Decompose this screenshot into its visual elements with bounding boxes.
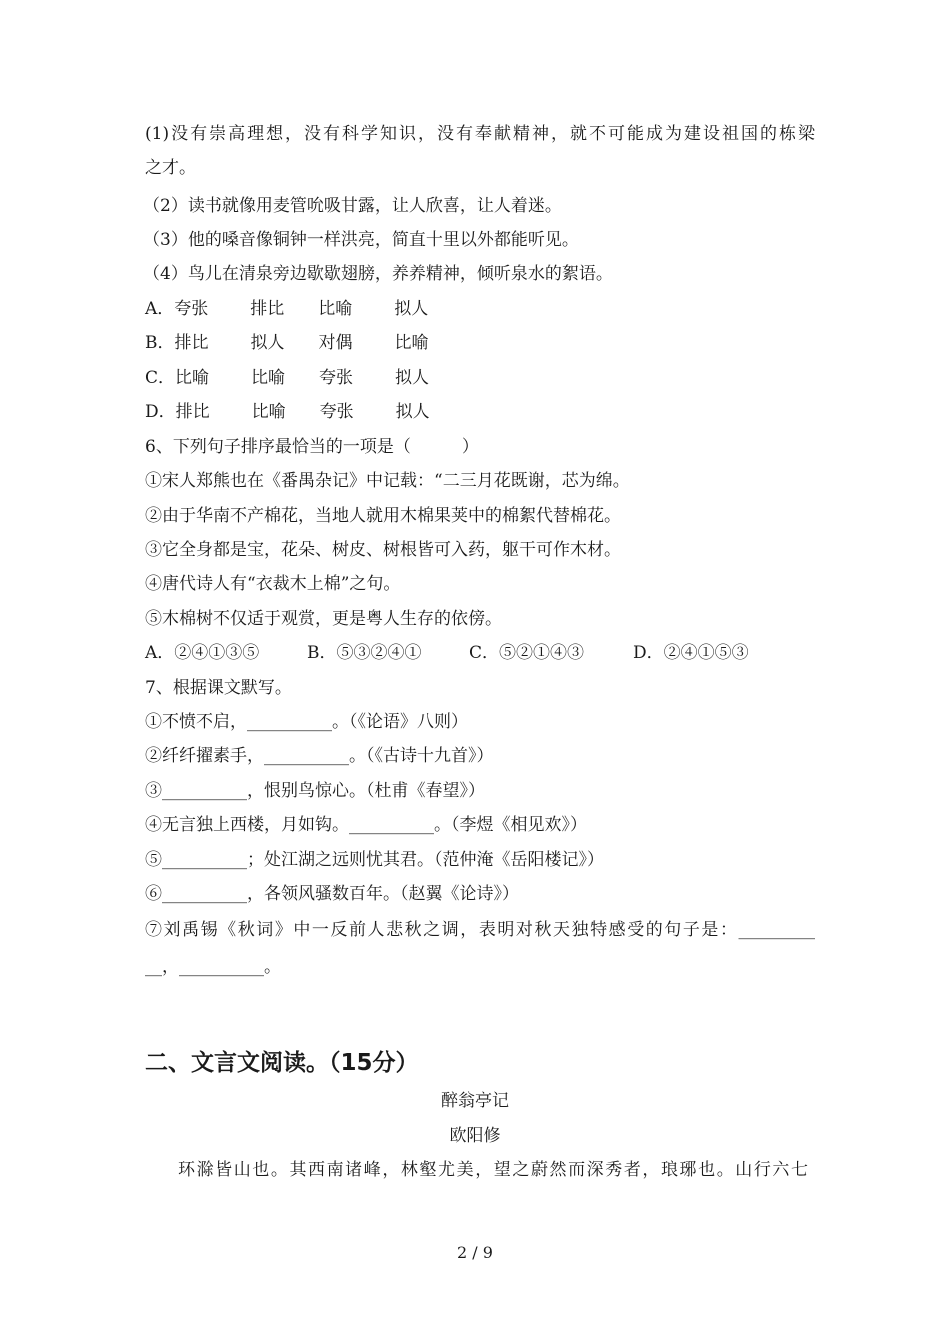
q6-option-d[interactable]: D．②④①⑤③ xyxy=(633,643,749,663)
passage-title: 醉翁亭记 xyxy=(441,1091,509,1111)
q7-item-6: ⑥__________，各领风骚数百年。（赵翼《论诗》） xyxy=(145,884,519,904)
passage-author: 欧阳修 xyxy=(449,1126,501,1146)
q6-sentence-3: ③它全身都是宝，花朵、树皮、树根皆可入药，躯干可作木材。 xyxy=(145,540,621,560)
q6-sentence-1: ①宋人郑熊也在《番禺杂记》中记载：“二三月花既谢，芯为绵。 xyxy=(145,471,630,491)
q6-sentence-5: ⑤木棉树不仅适于观赏，更是粤人生存的依傍。 xyxy=(145,609,502,629)
q7-item-3: ③__________，恨别鸟惊心。（杜甫《春望》） xyxy=(145,781,485,801)
q5-sentence-4: （4）鸟儿在清泉旁边歇歇翅膀，养养精神，倾听泉水的絮语。 xyxy=(143,264,613,284)
q5-option-a[interactable]: A．夸张 排比 比喻 拟人 xyxy=(145,299,429,319)
q7-item-5: ⑤__________；处江湖之远则忧其君。（范仲淹《岳阳楼记》） xyxy=(145,850,604,870)
q5-sentence-1-cont: 之才。 xyxy=(145,158,196,178)
q5-option-c[interactable]: C．比喻 比喻 夸张 拟人 xyxy=(145,368,430,388)
q7-item-2: ②纤纤擢素手，__________。（《古诗十九首》） xyxy=(145,746,494,766)
q6-option-c[interactable]: C．⑤②①④③ xyxy=(469,643,585,663)
section-heading: 二、文言文阅读。（15分） xyxy=(145,1050,419,1076)
q6-options xyxy=(145,641,815,665)
q6-sentence-2: ②由于华南不产棉花，当地人就用木棉果荚中的棉絮代替棉花。 xyxy=(145,506,621,526)
page-number: 2 / 9 xyxy=(457,1243,493,1262)
q7-item-1: ①不愤不启，__________。（《论语》八则） xyxy=(145,712,468,732)
passage-paragraph: 环滁皆山也。其西南诸峰，林壑尤美，望之蔚然而深秀者，琅琊也。山行六七 xyxy=(178,1160,808,1180)
q6-stem: 6、下列句子排序最恰当的一项是（ ） xyxy=(145,437,479,457)
q5-option-d[interactable]: D．排比 比喻 夸张 拟人 xyxy=(145,402,430,422)
q6-option-a[interactable]: A．②④①③⑤ xyxy=(145,643,260,663)
q5-option-b[interactable]: B．排比 拟人 对偶 比喻 xyxy=(145,333,429,353)
q7-item-4: ④无言独上西楼，月如钩。__________。（李煜《相见欢》） xyxy=(145,815,587,835)
q7-item-7-cont: __，__________。 xyxy=(145,957,281,977)
q7-item-7: ⑦刘禹锡《秋词》中一反前人悲秋之调，表明对秋天独特感受的句子是：_________ xyxy=(145,920,815,940)
q5-sentence-1: (1)没有崇高理想，没有科学知识，没有奉献精神，就不可能成为建设祖国的栋梁 xyxy=(145,124,815,144)
q5-sentence-2: （2）读书就像用麦管吮吸甘露，让人欣喜，让人着迷。 xyxy=(143,196,562,216)
q7-stem: 7、根据课文默写。 xyxy=(145,678,292,698)
q6-sentence-4: ④唐代诗人有“衣裁木上棉”之句。 xyxy=(145,574,401,594)
q6-option-b[interactable]: B．⑤③②④① xyxy=(307,643,422,663)
q5-sentence-3: （3）他的嗓音像铜钟一样洪亮，简直十里以外都能听见。 xyxy=(143,230,579,250)
